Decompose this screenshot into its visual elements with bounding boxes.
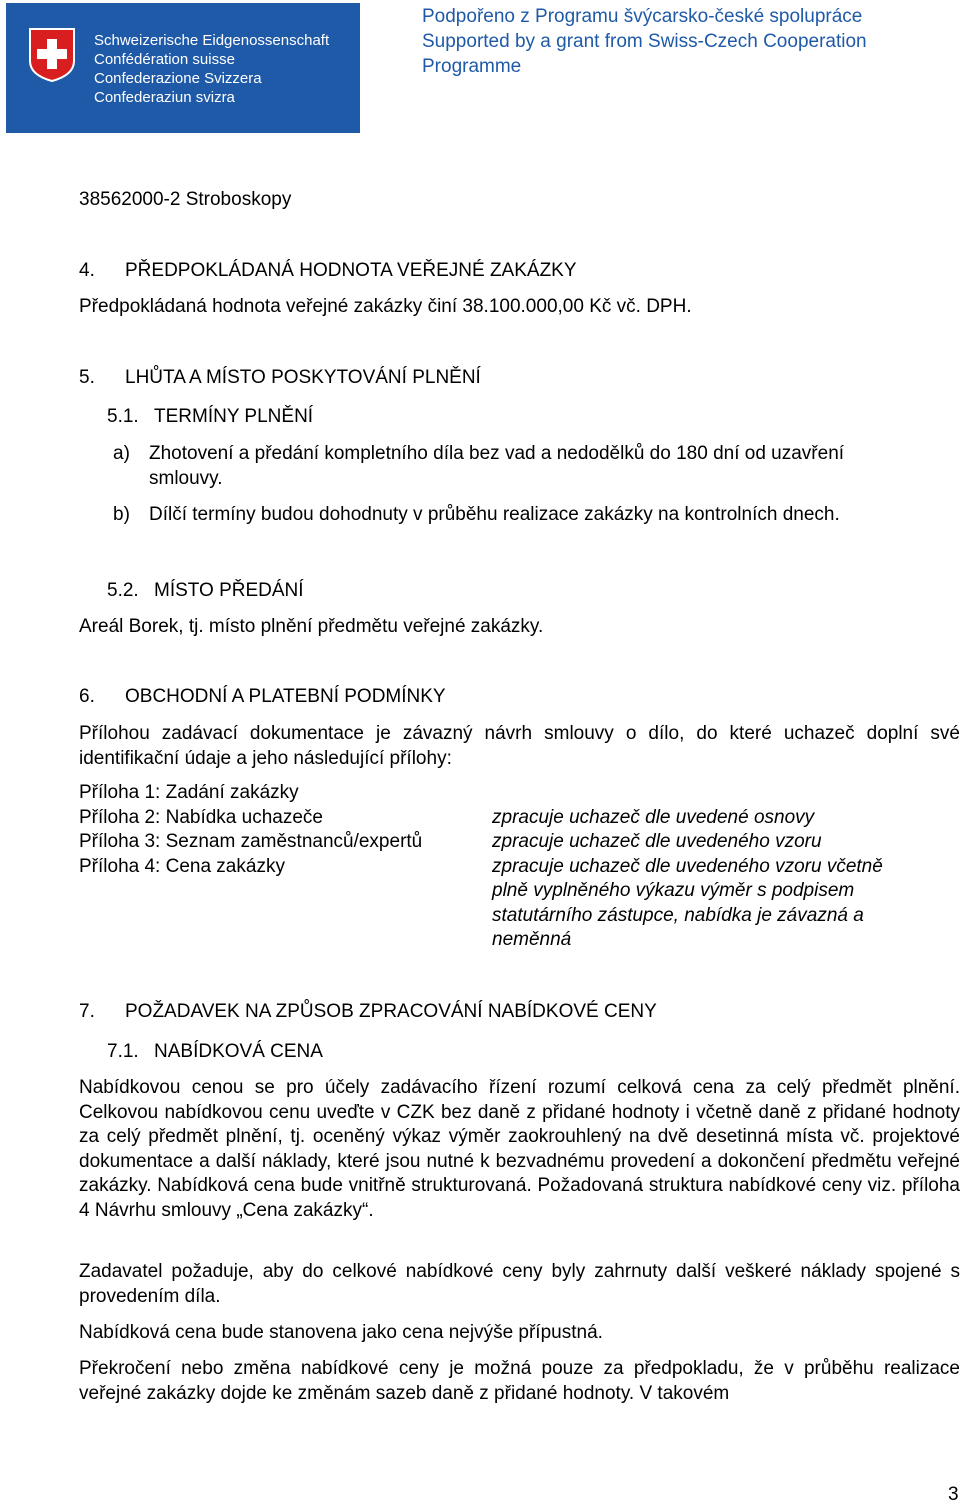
annex-note: zpracuje uchazeč dle uvedeného vzoru včetně	[492, 855, 883, 877]
support-statement	[422, 4, 954, 79]
support-line: Supported by a grant from Swiss-Czech Cooperation	[422, 31, 867, 52]
section-7-paragraph: Nabídkovou cenou se pro účely zadávacího řízení rozumí celková cena za celý předmět plnění. Celkovou nabídkovou cenu uveďte v CZK bez daně z přidané hodnoty i včetně daně z přidané hodnoty za celý předmět plnění, tj. oceněný výkaz výměr zaokrouhlený na dvě desetinná místa vč. projektové dokumentace a další náklady, které jsou nutné k bezvadnému provedení a dokončení předmětu veřejné zakázky. Nabídková cena bude vnitřně strukturovaná. Požadovaná struktura nabídkové ceny viz. příloha 4 Návrhu smlouvy „Cena zakázky“.	[79, 1077, 960, 1221]
section-5-1-number: 5.1.	[107, 406, 139, 427]
section-6-number: 6.	[79, 686, 95, 707]
page-number: 3	[948, 1484, 959, 1505]
document-id: 38562000-2 Stroboskopy	[79, 189, 292, 210]
logo-line: Confederaziun svizra	[94, 89, 235, 106]
section-6-intro: Přílohou zadávací dokumentace je závazný návrh smlouvy o dílo, do které uchazeč doplní své identifikační údaje a jeho následující přílohy:	[79, 723, 960, 769]
annex-item: Příloha 2: Nabídka uchazeče	[79, 806, 323, 828]
annex-note: zpracuje uchazeč dle uvedené osnovy	[492, 806, 815, 828]
annex-note: statutárního zástupce, nabídka je závazná a	[492, 904, 864, 926]
section-6-title: OBCHODNÍ A PLATEBNÍ PODMÍNKY	[125, 686, 446, 707]
list-item-text: Dílčí termíny budou dohodnuty v průběhu realizace zakázky na kontrolních dnech.	[149, 504, 840, 525]
section-5-2-number: 5.2.	[107, 580, 139, 601]
logo-line: Schweizerische Eidgenossenschaft	[94, 32, 330, 49]
annex-labels	[79, 781, 422, 879]
list-item-text: Zhotovení a předání kompletního díla bez vad a nedodělků do 180 dní od uzavření	[149, 443, 845, 464]
section-5-number: 5.	[79, 367, 95, 388]
swiss-cross-icon	[28, 27, 76, 83]
swiss-confederation-logo	[6, 3, 360, 133]
section-4-number: 4.	[79, 260, 95, 281]
section-7-paragraph: Překročení nebo změna nabídkové ceny je možná pouze za předpokladu, že v průběhu realizace veřejné zakázky dojde ke změnám sazeb daně z přidané hodnoty. V takovém	[79, 1358, 960, 1404]
section-7-1-number: 7.1.	[107, 1041, 139, 1062]
section-5-title: LHŮTA A MÍSTO POSKYTOVÁNÍ PLNĚNÍ	[125, 367, 481, 388]
section-7-paragraph: Nabídková cena bude stanovena jako cena nejvýše přípustná.	[79, 1322, 603, 1343]
logo-line: Confederazione Svizzera	[94, 70, 262, 87]
section-4-text: Předpokládaná hodnota veřejné zakázky činí 38.100.000,00 Kč vč. DPH.	[79, 296, 692, 317]
section-5-1-title: TERMÍNY PLNĚNÍ	[154, 406, 314, 427]
list-item-text: smlouvy.	[149, 468, 223, 489]
annex-item: Příloha 1: Zadání zakázky	[79, 782, 299, 803]
annex-note: plně vyplněného výkazu výměr s podpisem	[492, 880, 855, 901]
section-7-paragraph: Zadavatel požaduje, aby do celkové nabídkové ceny byly zahrnuty další veškeré náklady spojené s provedením díla.	[79, 1261, 960, 1307]
list-marker: a)	[113, 443, 130, 464]
logo-line: Confédération suisse	[94, 51, 235, 68]
section-7-1-title: NABÍDKOVÁ CENA	[154, 1041, 323, 1062]
section-5-2-title: MÍSTO PŘEDÁNÍ	[154, 580, 304, 601]
list-marker: b)	[113, 504, 130, 525]
annex-notes	[492, 806, 952, 953]
annex-note: zpracuje uchazeč dle uvedeného vzoru	[492, 831, 822, 852]
section-7-number: 7.	[79, 1001, 95, 1022]
annex-item: Příloha 4: Cena zakázky	[79, 855, 285, 877]
logo-text	[94, 31, 329, 107]
annex-item: Příloha 3: Seznam zaměstnanců/expertů	[79, 831, 423, 852]
annex-note: neměnná	[492, 929, 572, 950]
section-7-title: POŽADAVEK NA ZPŮSOB ZPRACOVÁNÍ NABÍDKOVÉ CENY	[125, 1001, 657, 1022]
support-line: Podpořeno z Programu švýcarsko-české spolupráce	[422, 6, 863, 27]
support-line: Programme	[422, 56, 522, 77]
section-5-2-text: Areál Borek, tj. místo plnění předmětu veřejné zakázky.	[79, 616, 544, 637]
section-4-title: PŘEDPOKLÁDANÁ HODNOTA VEŘEJNÉ ZAKÁZKY	[125, 260, 577, 281]
